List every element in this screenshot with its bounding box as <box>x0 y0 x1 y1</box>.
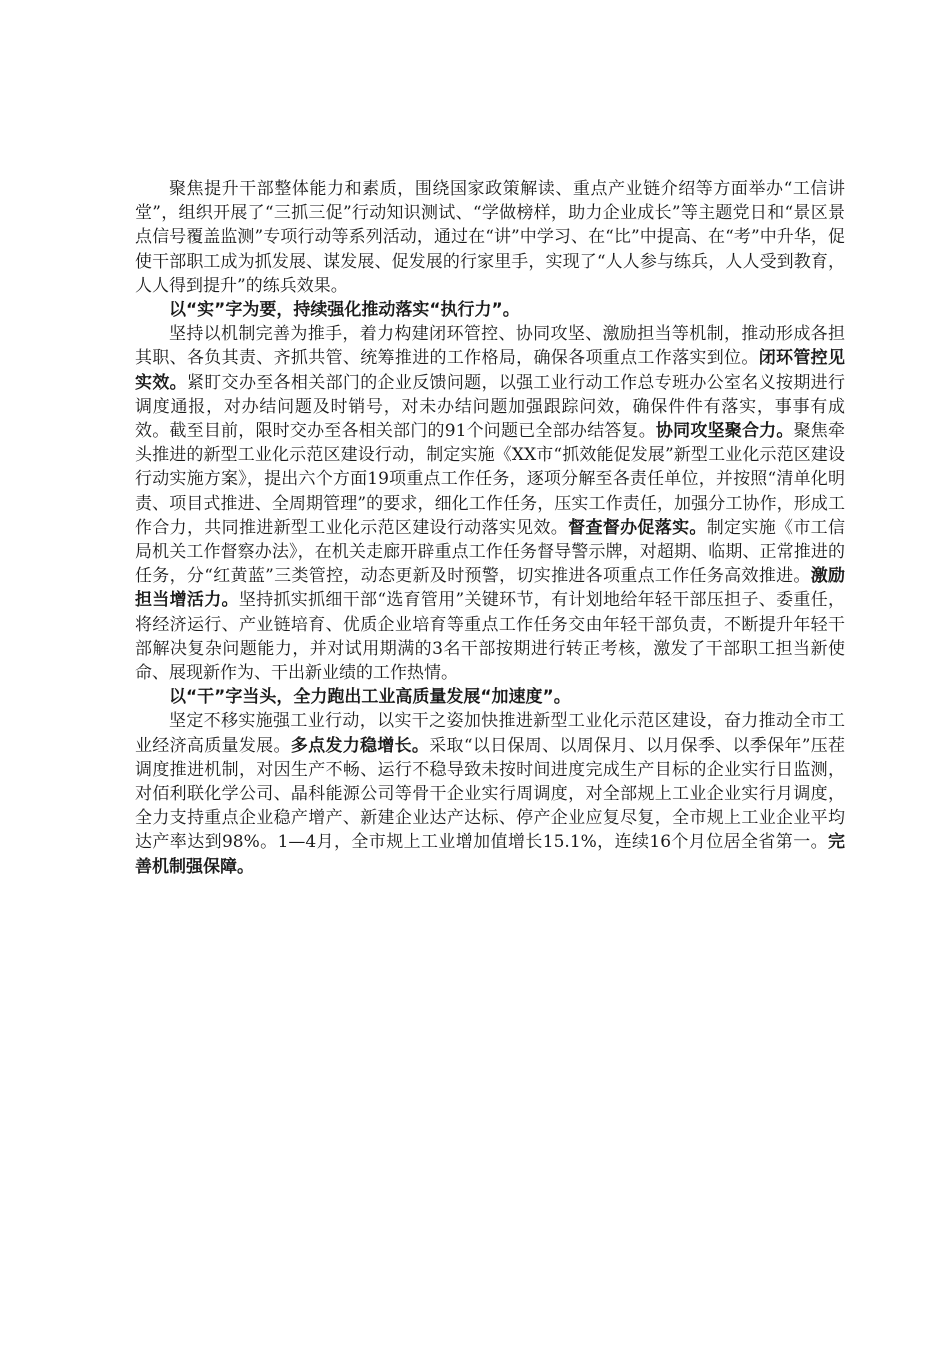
subheading-stable-growth: 多点发力稳增长。 <box>290 735 430 756</box>
subheading-closed-loop: 闭环管控见实效。 <box>135 348 846 393</box>
subheading-incentive: 激励担当增活力。 <box>135 566 845 611</box>
paragraph-training: 聚焦提升干部整体能力和素质，围绕国家政策解读、重点产业链介绍等方面举办“工信讲堂”，组织开展了“三抓三促”行动知识测试、“学做榜样，助力企业成长”等主题党日和“景区景点信号覆盖监测”专项行动等系列活动，通过在“讲”中学习、在“比”中提高、在“考”中升华，促使干部职工成为抓发展、谋发展、促发展的行家里手，实现了“人人参与练兵，人人受到教育，人人得到提升”的练兵效果。 <box>135 179 845 296</box>
section-heading-acceleration: 以“干”字当头，全力跑出工业高质量发展“加速度”。 <box>169 687 571 708</box>
paragraph-execution-intro: 坚持以机制完善为推手，着力构建闭环管控、协同攻坚、激励担当等机制，推动形成各担其职、各负其责、齐抓共管、统筹推进的工作格局，确保各项重点工作落实到位。 <box>135 324 845 369</box>
document-body <box>135 177 845 879</box>
subheading-mechanism: 完善机制强保障。 <box>135 832 845 877</box>
paragraph-execution <box>135 322 845 685</box>
paragraph-incentive-text: 坚持抓实抓细干部“选育管用”关键环节，有计划地给年轻干部压担子、委重任，将经济运行、产业链培育、优质企业培育等重点工作任务交由年轻干部负责，不断提升年轻干部解决复杂问题能力，并对试用期满的3名干部按期进行转正考核，激发了干部职工担当新使命、展现新作为、干出新业绩的工作热情。 <box>135 590 846 684</box>
section-heading-execution: 以“实”字为要，持续强化推动落实“执行力”。 <box>169 300 520 321</box>
subheading-supervision: 督查督办促落实。 <box>568 517 707 538</box>
paragraph-stable-growth-text: 采取“以日保周、以周保月、以月保季、以季保年”压茬调度推进机制，对因生产不畅、运行不稳导致未按时间进度完成生产目标的企业实行日监测，对佰利联化学公司、晶科能源公司等骨干企业实行周调度，对全部规上工业企业实行月调度，全力支持重点企业稳产增产、新建企业达产达标、停产企业应复尽复，全市规上工业企业平均达产率达到98%。1—4月，全市规上工业增加值增长15.1%，连续16个月位居全省第一。 <box>135 735 846 853</box>
paragraph-acceleration <box>135 709 845 878</box>
paragraph-coordination-text: 聚焦牵头推进的新型工业化示范区建设行动，制定实施《XX市“抓效能促发展”新型工业化示范区建设行动实施方案》，提出六个方面19项重点工作任务，逐项分解至各责任单位，并按照“清单化明责、项目式推进、全周期管理”的要求，细化工作任务，压实工作责任，加强分工协作，形成工作合力，共同推进新型工业化示范区建设行动落实见效。 <box>135 421 845 538</box>
paragraph-acceleration-intro: 坚定不移实施强工业行动，以实干之姿加快推进新型工业化示范区建设，奋力推动全市工业经济高质量发展。 <box>135 711 845 756</box>
subheading-coordination: 协同攻坚聚合力。 <box>655 421 794 442</box>
paragraph-supervision-text: 制定实施《市工信局机关工作督察办法》，在机关走廊开辟重点工作任务督导警示牌，对超期、临期、正常推进的任务，分“红黄蓝”三类管控，动态更新及时预警，切实推进各项重点工作任务高效推进。 <box>135 517 846 587</box>
paragraph-closed-loop-text: 紧盯交办至各相关部门的企业反馈问题，以强工业行动工作总专班办公室名义按期进行调度通报，对办结问题及时销号，对未办结问题加强跟踪问效，确保件件有落实，事事有成效。截至目前，限时交办至各相关部门的91个问题已全部办结答复。 <box>135 372 846 442</box>
